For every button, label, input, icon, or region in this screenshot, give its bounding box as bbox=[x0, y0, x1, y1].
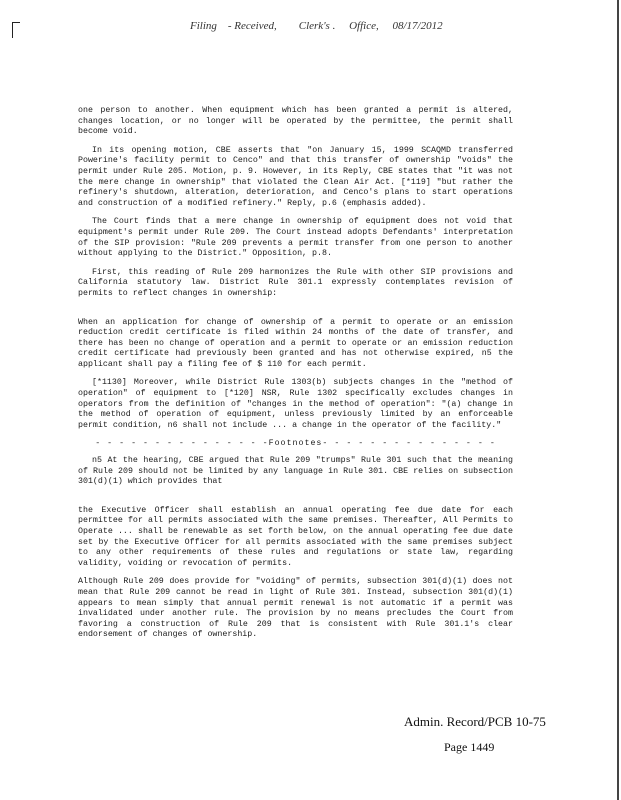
paragraph-9: Although Rule 209 does provide for "voiding" of permits, subsection 301(d)(1) does not mean that Rule 209 cannot be read in light of Rule 301. Instead, subsection 301(d)(1) appears to mean simply that annual permit renewal is not automatic if a permit was invalidated under another rule. The provision by no means precludes the Court from favoring a construction of Rule 209 that is consistent with Rule 301.1's clear endorsement of changes of ownership. bbox=[78, 577, 513, 640]
header-filing: Filing bbox=[190, 20, 217, 32]
paragraph-2: In its opening motion, CBE asserts that "on January 15, 1999 SCAQMD transferred Powerine's facility permit to Cenco" and that this transfer of ownership "voids" the permit under Rule 205. Motion, p. 9. However, in its Reply, CBE states that "it was not the mere change in ownership" that violated the Clean Air Act. [*119] "but rather the refinery's shutdown, alteration, deterioration, and Cenco's plans to start operations and construction of a modified refinery." Reply, p.6 (emphasis added). bbox=[78, 145, 513, 208]
block-quote-rule-301d1: the Executive Officer shall establish an annual operating fee due date for each permittee for all permits associated with the same premises. Thereafter, All Permits to Operate ... shall be renewable as set forth below, on the annual operating fee due date set by the Executive Officer for all permits associated with the same premises subject to any other requirements of these rules and regulations or state law, regarding validity, voiding or revocation of permits. bbox=[78, 505, 513, 568]
admin-record-label: Admin. Record/PCB 10-75 bbox=[404, 714, 546, 729]
paragraph-4: First, this reading of Rule 209 harmonizes the Rule with other SIP provisions and California statutory law. District Rule 301.1 expressly contemplates revision of permits to reflect changes in ownership: bbox=[78, 267, 513, 298]
paragraph-3: The Court finds that a mere change in ownership of equipment does not void that equipment's permit under Rule 209. The Court instead adopts Defendants' interpretation of the SIP provision: "Rule 209 prevents a permit transfer from one person to another without applying to the District." Opposition, p.8. bbox=[78, 217, 513, 259]
document-body bbox=[78, 106, 513, 649]
footnote-n5: n5 At the hearing, CBE argued that Rule 209 "trumps" Rule 301 such that the meaning of Rule 209 should not be limited by any language in Rule 301. CBE relies on subsection 301(d)(1) which provides that bbox=[78, 456, 513, 487]
scan-corner-mark bbox=[12, 22, 13, 38]
page-number: Page 1449 bbox=[444, 740, 495, 754]
scan-corner-mark-horizontal bbox=[12, 22, 20, 23]
scan-edge-line bbox=[617, 0, 619, 800]
header-date: 08/17/2012 bbox=[392, 20, 443, 32]
paragraph-6: [*1130] Moreover, while District Rule 1303(b) subjects changes in the "method of operation" of equipment to [*120] NSR, Rule 1302 specifically excludes changes in operators from the definition of "changes in the method of operation": "(a) change in the method of operation of equipment, unless previously limited by an enforceable permit condition, n6 shall not include ... a change in the operator of the facility." bbox=[78, 378, 513, 430]
filing-stamp-header bbox=[190, 20, 443, 32]
block-quote-rule-301: When an application for change of ownership of a permit to operate or an emission reduction credit certificate is filed within 24 months of the date of transfer, and there has been no change of operation and a permit to operate or an emission reduction credit certificate had previously been granted and has not otherwise expired, n5 the applicant shall pay a filing fee of $ 110 for each permit. bbox=[78, 317, 513, 369]
header-office: Office, bbox=[349, 20, 379, 32]
footnotes-divider: - - - - - - - - - - - - - - -Footnotes- - - - - - - - - - - - - - - bbox=[95, 439, 496, 449]
header-received: - Received, bbox=[227, 20, 277, 32]
header-clerks: Clerk's . bbox=[298, 20, 336, 32]
paragraph-1: one person to another. When equipment which has been granted a permit is altered, changes location, or no longer will be operated by the permittee, the permit shall become void. bbox=[78, 106, 513, 137]
